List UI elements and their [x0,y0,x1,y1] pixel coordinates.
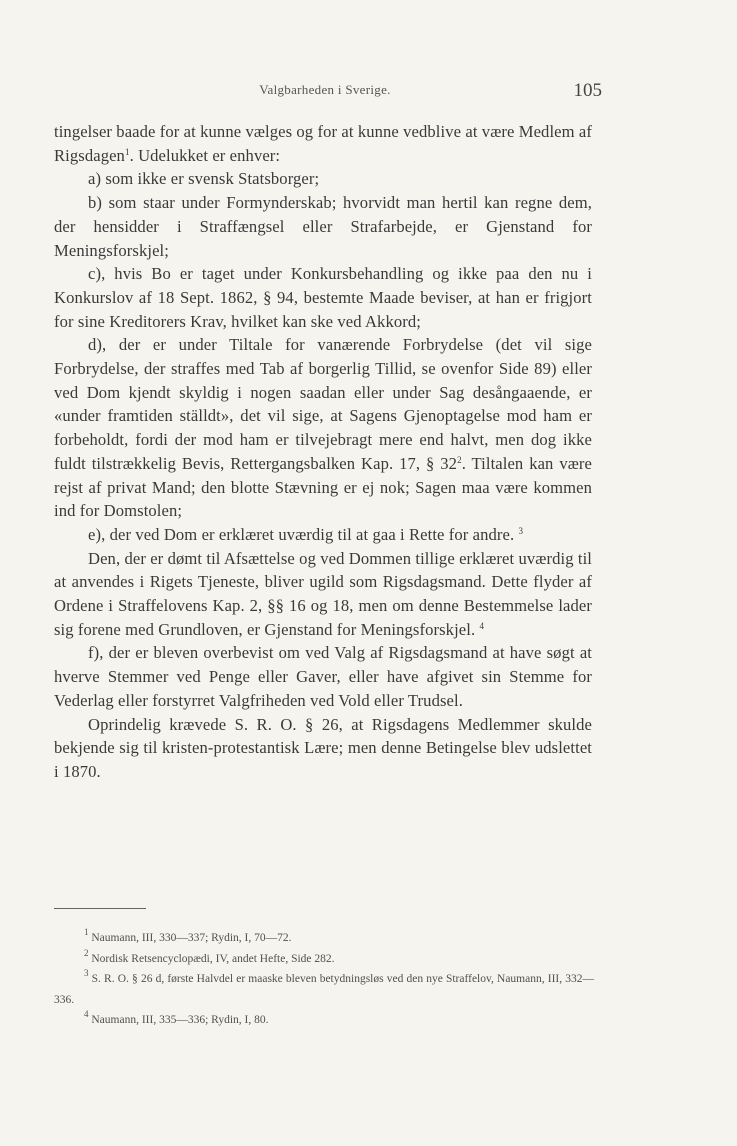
clause-a: a) som ikke er svensk Statsborger; [88,169,320,189]
footnote-4: $^4$ Naumann, III, 335—336; Rydin, I, 80. [84,1009,269,1026]
footnote-ref-1: 1 [124,146,130,157]
footnote-2: $^2$ Nordisk Retsencyclopædi, IV, andet Hefte, Side 282. [84,947,335,965]
page-number: 105 [573,80,602,101]
footnote-divider [54,908,146,909]
clause-f: f), der er bleven overbevist om ved Valg af Rigsdagsmand at have søgt at hverve Stemmer ved Penge eller Gaver, eller have afgivet sin Stemme for Vederlag eller forstyrret Valgfriheden ved Vold eller Trudsel. [54,643,592,710]
paragraph-intro: tingelser baade for at kunne vælges og for at kunne vedblive at være Medlem af Rigsdagen$^1$. Udelukket er enhver: [54,122,592,165]
main-text [54,120,592,784]
page-header [54,80,602,110]
footnotes [54,928,594,1031]
footnote-1: $^1$ Naumann, III, 330—337; Rydin, I, 70—72. [84,927,292,944]
paragraph-den: Den, der er dømt til Afsættelse og ved Dommen tillige erklæret uværdig til at anvendes i Rigets Tjeneste, bliver ugild som Rigsdagsmand. Dette flyder af Ordene i Straffelovens Kap. 2, §§ 16 og 18, men om denne Bestemmelse lader sig forene med Grundloven, er Gjenstand for Meningsforskjel. $^4$ [54,548,592,639]
clause-e: e), der ved Dom er erklæret uværdig til at gaa i Rette for andre. $^3$ [88,524,524,544]
footnote-ref-4: 4 [479,620,485,631]
footnote-ref-2: 2 [457,454,462,465]
clause-b: b) som staar under Formynderskab; hvorvidt man hertil kan regne dem, der hensidder i Straffængsel eller Strafarbejde, er Gjenstand for Meningsforskjel; [54,193,592,260]
footnote-3: $^3$ S. R. O. § 26 d, første Halvdel er maaske bleven betydningsløs ved den nye Straffelov, Naumann, III, 332—336. [54,968,594,1006]
clause-d: d), der er under Tiltale for vanærende Forbrydelse (det vil sige Forbrydelse, der straffes med Tab af borgerlig Tillid, se ovenfor Side 89) eller ved Dom kjendt skyldig i nogen saadan eller under Sag desångaaende, er «under framtiden ställdt», det vil sige, at Sagens Gjenoptagelse mod ham er forbeholdt, fordi der mod ham er tilvejebragt mere end halvt, men dog ikke fuldt tilstrækkelig Bevis, Rettergangsbalken Kap. 17, § $32^2$. Tiltalen kan være rejst af privat Mand; den blotte Stævning er ej nok; Sagen maa være kommen ind for Domstolen; [54,335,592,521]
footnote-ref-3: 3 [518,525,524,536]
clause-c: c), hvis Bo er taget under Konkursbehandling og ikke paa den nu i Konkurslov af 18 Sept. 1862, § 94, bestemte Maade beviser, at han er frigjort for sine Kreditorers Krav, hvilket kan ske ved Akkord; [54,264,592,331]
running-head: Valgbarheden i Sverige. [259,82,391,97]
paragraph-oprindelig: Oprindelig krævede S. R. O. § 26, at Rigsdagens Medlemmer skulde bekjende sig til kristen-protestantisk Lære; men denne Betingelse blev udslettet i 1870. [54,714,592,781]
